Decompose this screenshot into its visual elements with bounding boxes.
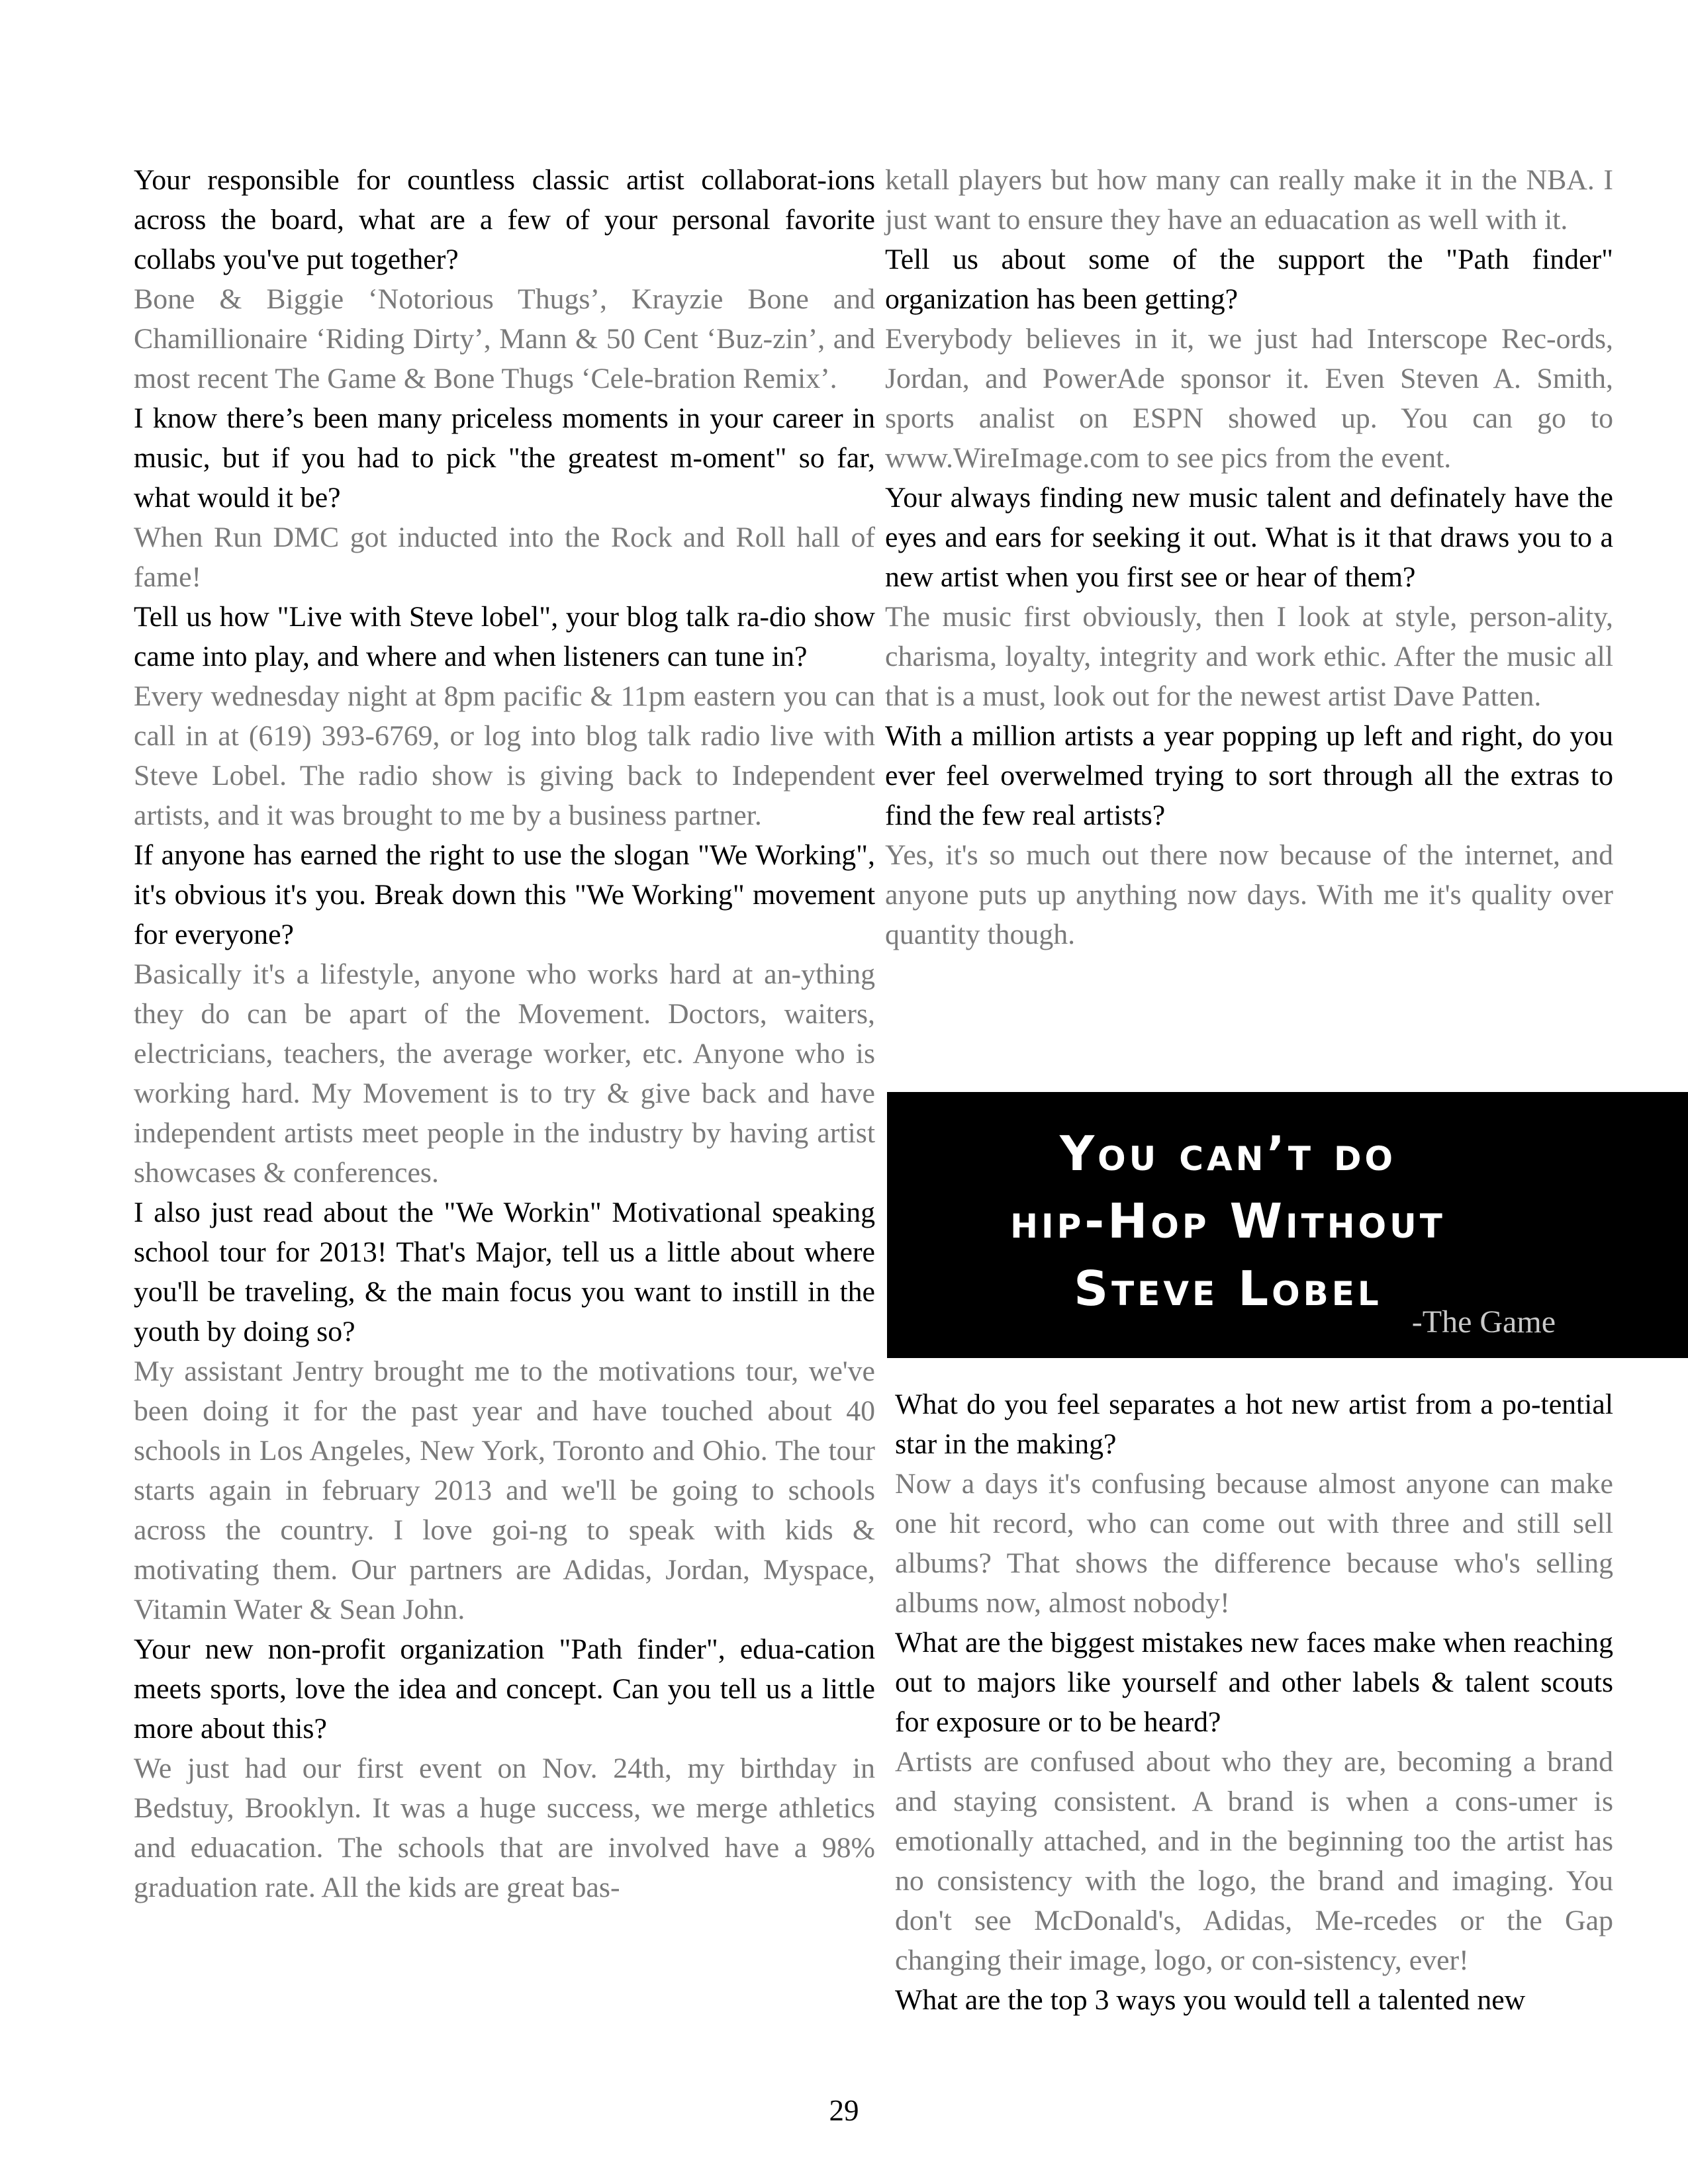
interview-answer: Everybody believes in it, we just had Interscope Rec-ords, Jordan, and PowerAde sponsor it. Even Steven A. Smith, sports analist on ESPN showed up. You can go to www.WireImage.com to see pics from the event. — [885, 323, 1613, 474]
interview-question: Your responsible for countless classic artist collaborat-ions across the board, what are a few of your personal favorite collabs you've put together? — [134, 164, 875, 275]
interview-answer: Yes, it's so much out there now because of the internet, and anyone puts up anything now days. With me it's quality over quantity though. — [885, 839, 1613, 950]
left-column — [134, 160, 875, 1907]
interview-answer: Every wednesday night at 8pm pacific & 11pm eastern you can call in at (619) 393-6769, or log into blog talk radio live with Steve Lobel. The radio show is giving back to Independent artists, and it was brought to me by a business partner. — [134, 680, 875, 831]
interview-answer: My assistant Jentry brought me to the motivations tour, we've been doing it for the past year and have touched about 40 schools in Los Angeles, New York, Toronto and Ohio. The tour starts again in february 2013 and we'll be going to schools across the country. I love goi-ng to speak with kids & motivating them. Our partners are Adidas, Jordan, Myspace, Vitamin Water & Sean John. — [134, 1355, 875, 1625]
interview-question: Your always finding new music talent and definately have the eyes and ears for seeking it out. What is it that draws you to a new artist when you first see or hear of them? — [885, 482, 1613, 593]
interview-question: I know there’s been many priceless moments in your career in music, but if you had to pick "the greatest m-oment" so far, what would it be? — [134, 402, 875, 514]
interview-question: What are the top 3 ways you would tell a talented new — [895, 1984, 1526, 2016]
pull-quote-line: You can’t do — [1059, 1126, 1397, 1181]
interview-answer: Basically it's a lifestyle, anyone who works hard at an-ything they do can be apart of the Movement. Doctors, waiters, electricians, teachers, the average worker, etc. Anyone who is working hard. My Movement is to try & give back and have independent artists meet people in the industry by having artist showcases & conferences. — [134, 958, 875, 1189]
interview-question: I also just read about the "We Workin" Motivational speaking school tour for 2013! That's Major, tell us a little about where you'll be traveling, & the main focus you want to instill in the youth by doing so? — [134, 1197, 875, 1347]
interview-answer: Now a days it's confusing because almost anyone can make one hit record, who can come out with three and still sell albums? That shows the difference because who's selling albums now, almost nobody! — [895, 1468, 1613, 1619]
pull-quote-attribution: -The Game — [1411, 1304, 1556, 1340]
page-number: 29 — [829, 2094, 859, 2127]
pull-quote-box — [887, 1092, 1688, 1358]
interview-question: If anyone has earned the right to use the slogan "We Working", it's obvious it's you. Break down this "We Working" movement for everyone? — [134, 839, 875, 950]
interview-question: With a million artists a year popping up left and right, do you ever feel overwelmed trying to sort through all the extras to find the few real artists? — [885, 720, 1613, 831]
interview-answer: Bone & Biggie ‘Notorious Thugs’, Krayzie Bone and Chamillionaire ‘Riding Dirty’, Mann & 50 Cent ‘Buz-zin’, and most recent The Game & Bone Thugs ‘Cele-bration Remix’. — [134, 283, 875, 394]
pull-quote-line: hip-Hop Without — [1010, 1193, 1446, 1249]
interview-question: Tell us how "Live with Steve lobel", your blog talk ra-dio show came into play, and where and when listeners can tune in? — [134, 601, 875, 672]
interview-question: Your new non-profit organization "Path finder", edua-cation meets sports, love the idea and concept. Can you tell us a little more about this? — [134, 1633, 875, 1745]
interview-answer: ketall players but how many can really make it in the NBA. I just want to ensure they have an eduacation as well with it. — [885, 164, 1613, 236]
interview-question: What are the biggest mistakes new faces make when reaching out to majors like yourself and other labels & talent scouts for exposure or to be heard? — [895, 1627, 1613, 1738]
right-column-bottom — [895, 1385, 1613, 2020]
pull-quote-line: Steve Lobel — [1074, 1261, 1382, 1316]
interview-answer: We just had our first event on Nov. 24th, my birthday in Bedstuy, Brooklyn. It was a huge success, we merge athletics and eduacation. The schools that are involved have a 98% graduation rate. All the kids are great bas- — [134, 1752, 875, 1903]
right-column-top — [885, 160, 1613, 954]
interview-answer: Artists are confused about who they are, becoming a brand and staying consistent. A brand is when a cons-umer is emotionally attached, and in the beginning too the artist has no consistency with the logo, the brand and imaging. You don't see McDonald's, Adidas, Me-rcedes or the Gap changing their image, logo, or con-sistency, ever! — [895, 1746, 1613, 1976]
interview-answer: When Run DMC got inducted into the Rock and Roll hall of fame! — [134, 522, 875, 593]
interview-answer: The music first obviously, then I look at style, person-ality, charisma, loyalty, integrity and work ethic. After the music all that is a must, look out for the newest artist Dave Patten. — [885, 601, 1613, 712]
pull-quote-text — [887, 1120, 1569, 1322]
interview-question: What do you feel separates a hot new artist from a po-tential star in the making? — [895, 1388, 1613, 1460]
interview-question: Tell us about some of the support the "Path finder" organization has been getting? — [885, 244, 1613, 315]
